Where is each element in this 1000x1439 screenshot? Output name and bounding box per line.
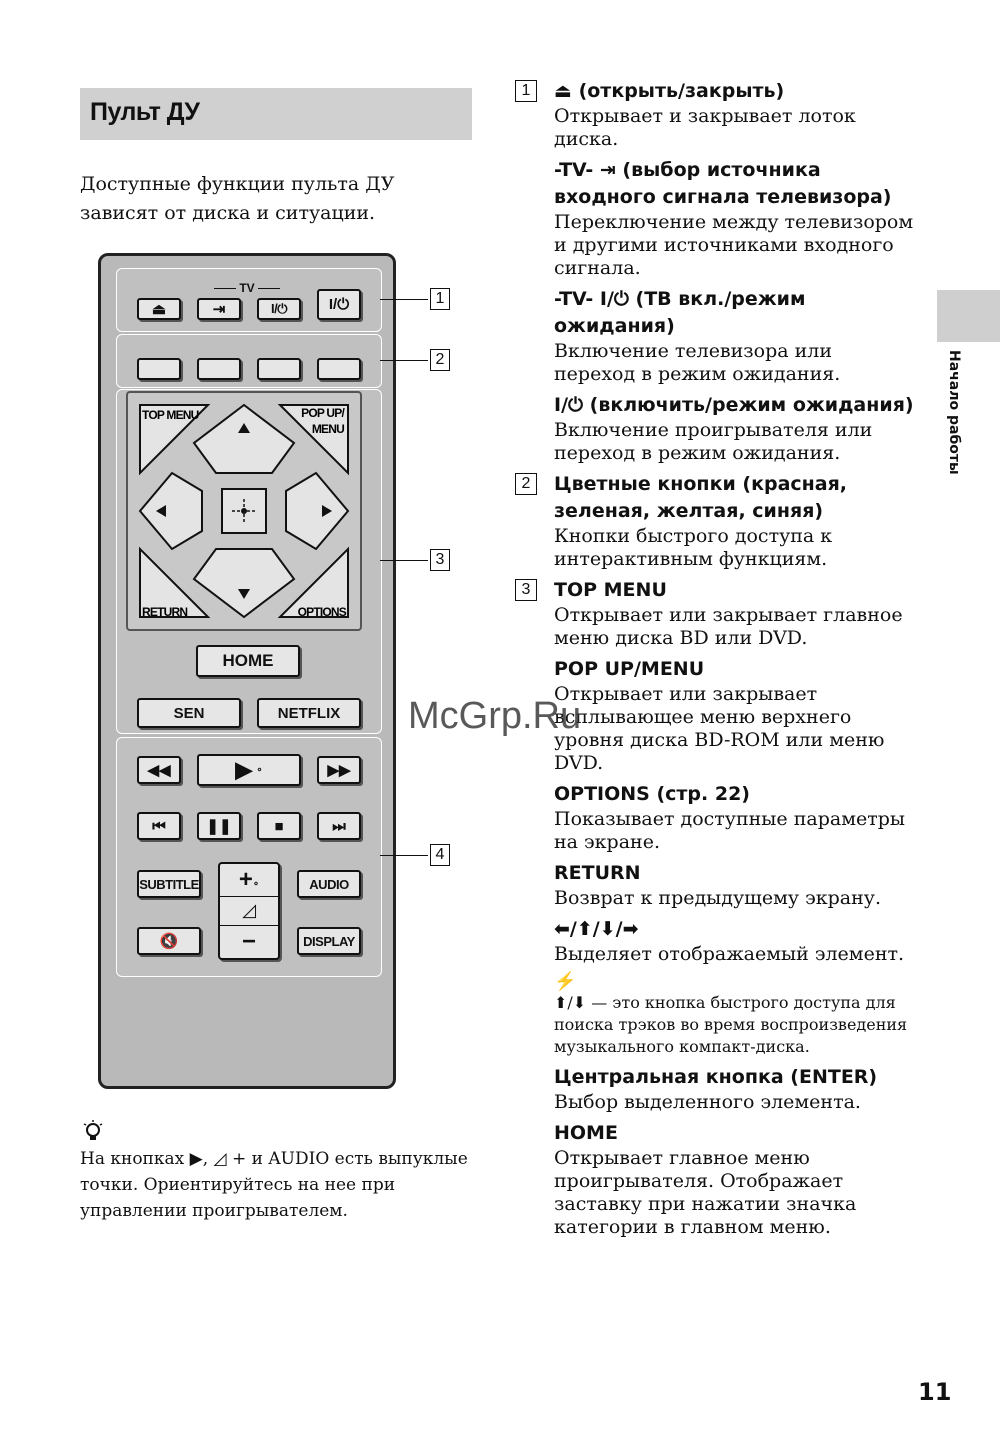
- tv-label: TV: [204, 281, 290, 295]
- callout-line-3: [380, 560, 428, 561]
- entry-desc: Выбор выделенного элемента.: [554, 1091, 861, 1113]
- entry-color-buttons: [515, 471, 915, 571]
- home-button: HOME: [196, 645, 300, 677]
- note-icon: ⚡: [554, 971, 577, 992]
- entry-top-menu: [515, 577, 915, 650]
- down-button: [194, 549, 294, 617]
- entry-desc: Кнопки быстрого доступа к интерактивным функциям.: [554, 525, 833, 570]
- entry-desc: Открывает или закрывает всплывающее меню верхнего уровня диска BD-ROM или меню DVD.: [554, 683, 885, 774]
- entry-options: [515, 781, 915, 854]
- entry-head: Цветные кнопки (красная, зеленая, желтая, синяя): [554, 473, 848, 522]
- entry-head: -TV- I/⏻ (ТВ вкл./режим ожидания): [554, 288, 806, 337]
- color-button-green: [197, 358, 241, 380]
- subtitle-button: SUBTITLE: [137, 870, 201, 898]
- netflix-button: NETFLIX: [257, 698, 361, 728]
- entry-head: -TV- ⇥ (выбор источника входного сигнала телевизора): [554, 159, 892, 208]
- up-button: [194, 405, 294, 473]
- entry-enter: [515, 1064, 915, 1114]
- entry-head: ⏏ (открыть/закрыть): [554, 80, 785, 102]
- entry-arrows: [515, 916, 915, 966]
- callout-line-2: [380, 360, 428, 361]
- play-button: ▶ ∘: [197, 754, 301, 786]
- color-button-blue: [317, 358, 361, 380]
- stop-button: ■: [257, 812, 301, 840]
- entry-desc: Открывает главное меню проигрывателя. Отображает заставку при нажатии значка категории в главном меню.: [554, 1147, 857, 1238]
- entry-head: RETURN: [554, 862, 641, 884]
- entry-eject: [515, 78, 915, 151]
- entry-number: 3: [515, 579, 537, 601]
- mute-button: 🔇: [137, 927, 201, 955]
- entry-head: ⬅/⬆/⬇/➡: [554, 918, 639, 940]
- entry-desc: Выделяет отображаемый элемент.: [554, 943, 905, 965]
- callout-line-1: [380, 299, 428, 300]
- page-title: Пульт ДУ: [90, 98, 200, 126]
- entry-desc: Включение проигрывателя или переход в режим ожидания.: [554, 419, 873, 464]
- previous-button: ⏮: [137, 812, 181, 840]
- entry-number: 2: [515, 473, 537, 495]
- return-label: RETURN: [142, 605, 188, 619]
- entry-head: Центральная кнопка (ENTER): [554, 1066, 878, 1088]
- entry-desc: Включение телевизора или переход в режим ожидания.: [554, 340, 841, 385]
- entry-head: TOP MENU: [554, 579, 667, 601]
- entry-arrows-note: [515, 972, 915, 1058]
- entry-head: HOME: [554, 1122, 618, 1144]
- entry-desc: Показывает доступные параметры на экране.: [554, 808, 906, 853]
- descriptions: [515, 78, 915, 1245]
- tip-icon: [82, 1120, 104, 1142]
- color-button-yellow: [257, 358, 301, 380]
- tip-text: На кнопках ▶, ◿ + и AUDIO есть выпуклые точки. Ориентируйтесь на нее при управлении проигрывателем.: [80, 1149, 468, 1221]
- section-label: Начало работы: [946, 350, 962, 475]
- top-menu-label: TOP MENU: [142, 408, 199, 422]
- entry-power: [515, 392, 915, 465]
- entry-head: POP UP/MENU: [554, 658, 705, 680]
- entry-desc: Переключение между телевизором и другими источниками входного сигнала.: [554, 211, 914, 279]
- entry-tv-power: [515, 286, 915, 386]
- entry-return: [515, 860, 915, 910]
- eject-button: ⏏: [137, 298, 181, 320]
- volume-rocker: +∘ ◿ −: [218, 862, 280, 960]
- page-number: 11: [918, 1378, 952, 1406]
- callout-2: 2: [430, 349, 450, 371]
- pause-button: ❚❚: [197, 812, 241, 840]
- entry-desc: Возврат к предыдущему экрану.: [554, 887, 881, 909]
- callout-4: 4: [430, 844, 450, 866]
- display-button: DISPLAY: [297, 927, 361, 955]
- callout-1: 1: [430, 288, 450, 310]
- intro-text: Доступные функции пульта ДУ зависят от диска и ситуации.: [80, 173, 395, 224]
- popup-menu-label-2: MENU: [311, 422, 344, 436]
- entry-desc: Открывает и закрывает лоток диска.: [554, 105, 856, 150]
- entry-tv-input: [515, 157, 915, 280]
- callout-3: 3: [430, 549, 450, 571]
- fast-forward-button: ▶▶: [317, 756, 361, 784]
- tv-power-button: I/⏻: [257, 298, 301, 320]
- right-button: [286, 473, 348, 549]
- entry-home: [515, 1120, 915, 1239]
- entry-desc: ⬆/⬇ — это кнопка быстрого доступа для поиска трэков во время воспроизведения музыкального компакт-диска.: [554, 993, 908, 1056]
- entry-head: OPTIONS (стр. 22): [554, 783, 750, 805]
- color-button-red: [137, 358, 181, 380]
- left-button: [140, 473, 202, 549]
- entry-desc: Открывает или закрывает главное меню диска BD или DVD.: [554, 604, 903, 649]
- entry-number: 1: [515, 80, 537, 102]
- power-button: I/⏻: [317, 289, 361, 320]
- popup-menu-label-1: POP UP/: [301, 406, 344, 420]
- dpad-svg: [126, 391, 362, 631]
- tv-input-button: ⇥: [197, 298, 241, 320]
- options-label: OPTIONS: [297, 605, 346, 619]
- audio-button: AUDIO: [297, 870, 361, 898]
- entry-head: I/⏻ (включить/режим ожидания): [554, 394, 914, 416]
- watermark: McGrp.Ru: [408, 695, 582, 737]
- rewind-button: ◀◀: [137, 756, 181, 784]
- next-button: ⏭: [317, 812, 361, 840]
- callout-line-4: [380, 855, 428, 856]
- sen-button: SEN: [137, 698, 241, 728]
- section-tab: [937, 290, 1000, 342]
